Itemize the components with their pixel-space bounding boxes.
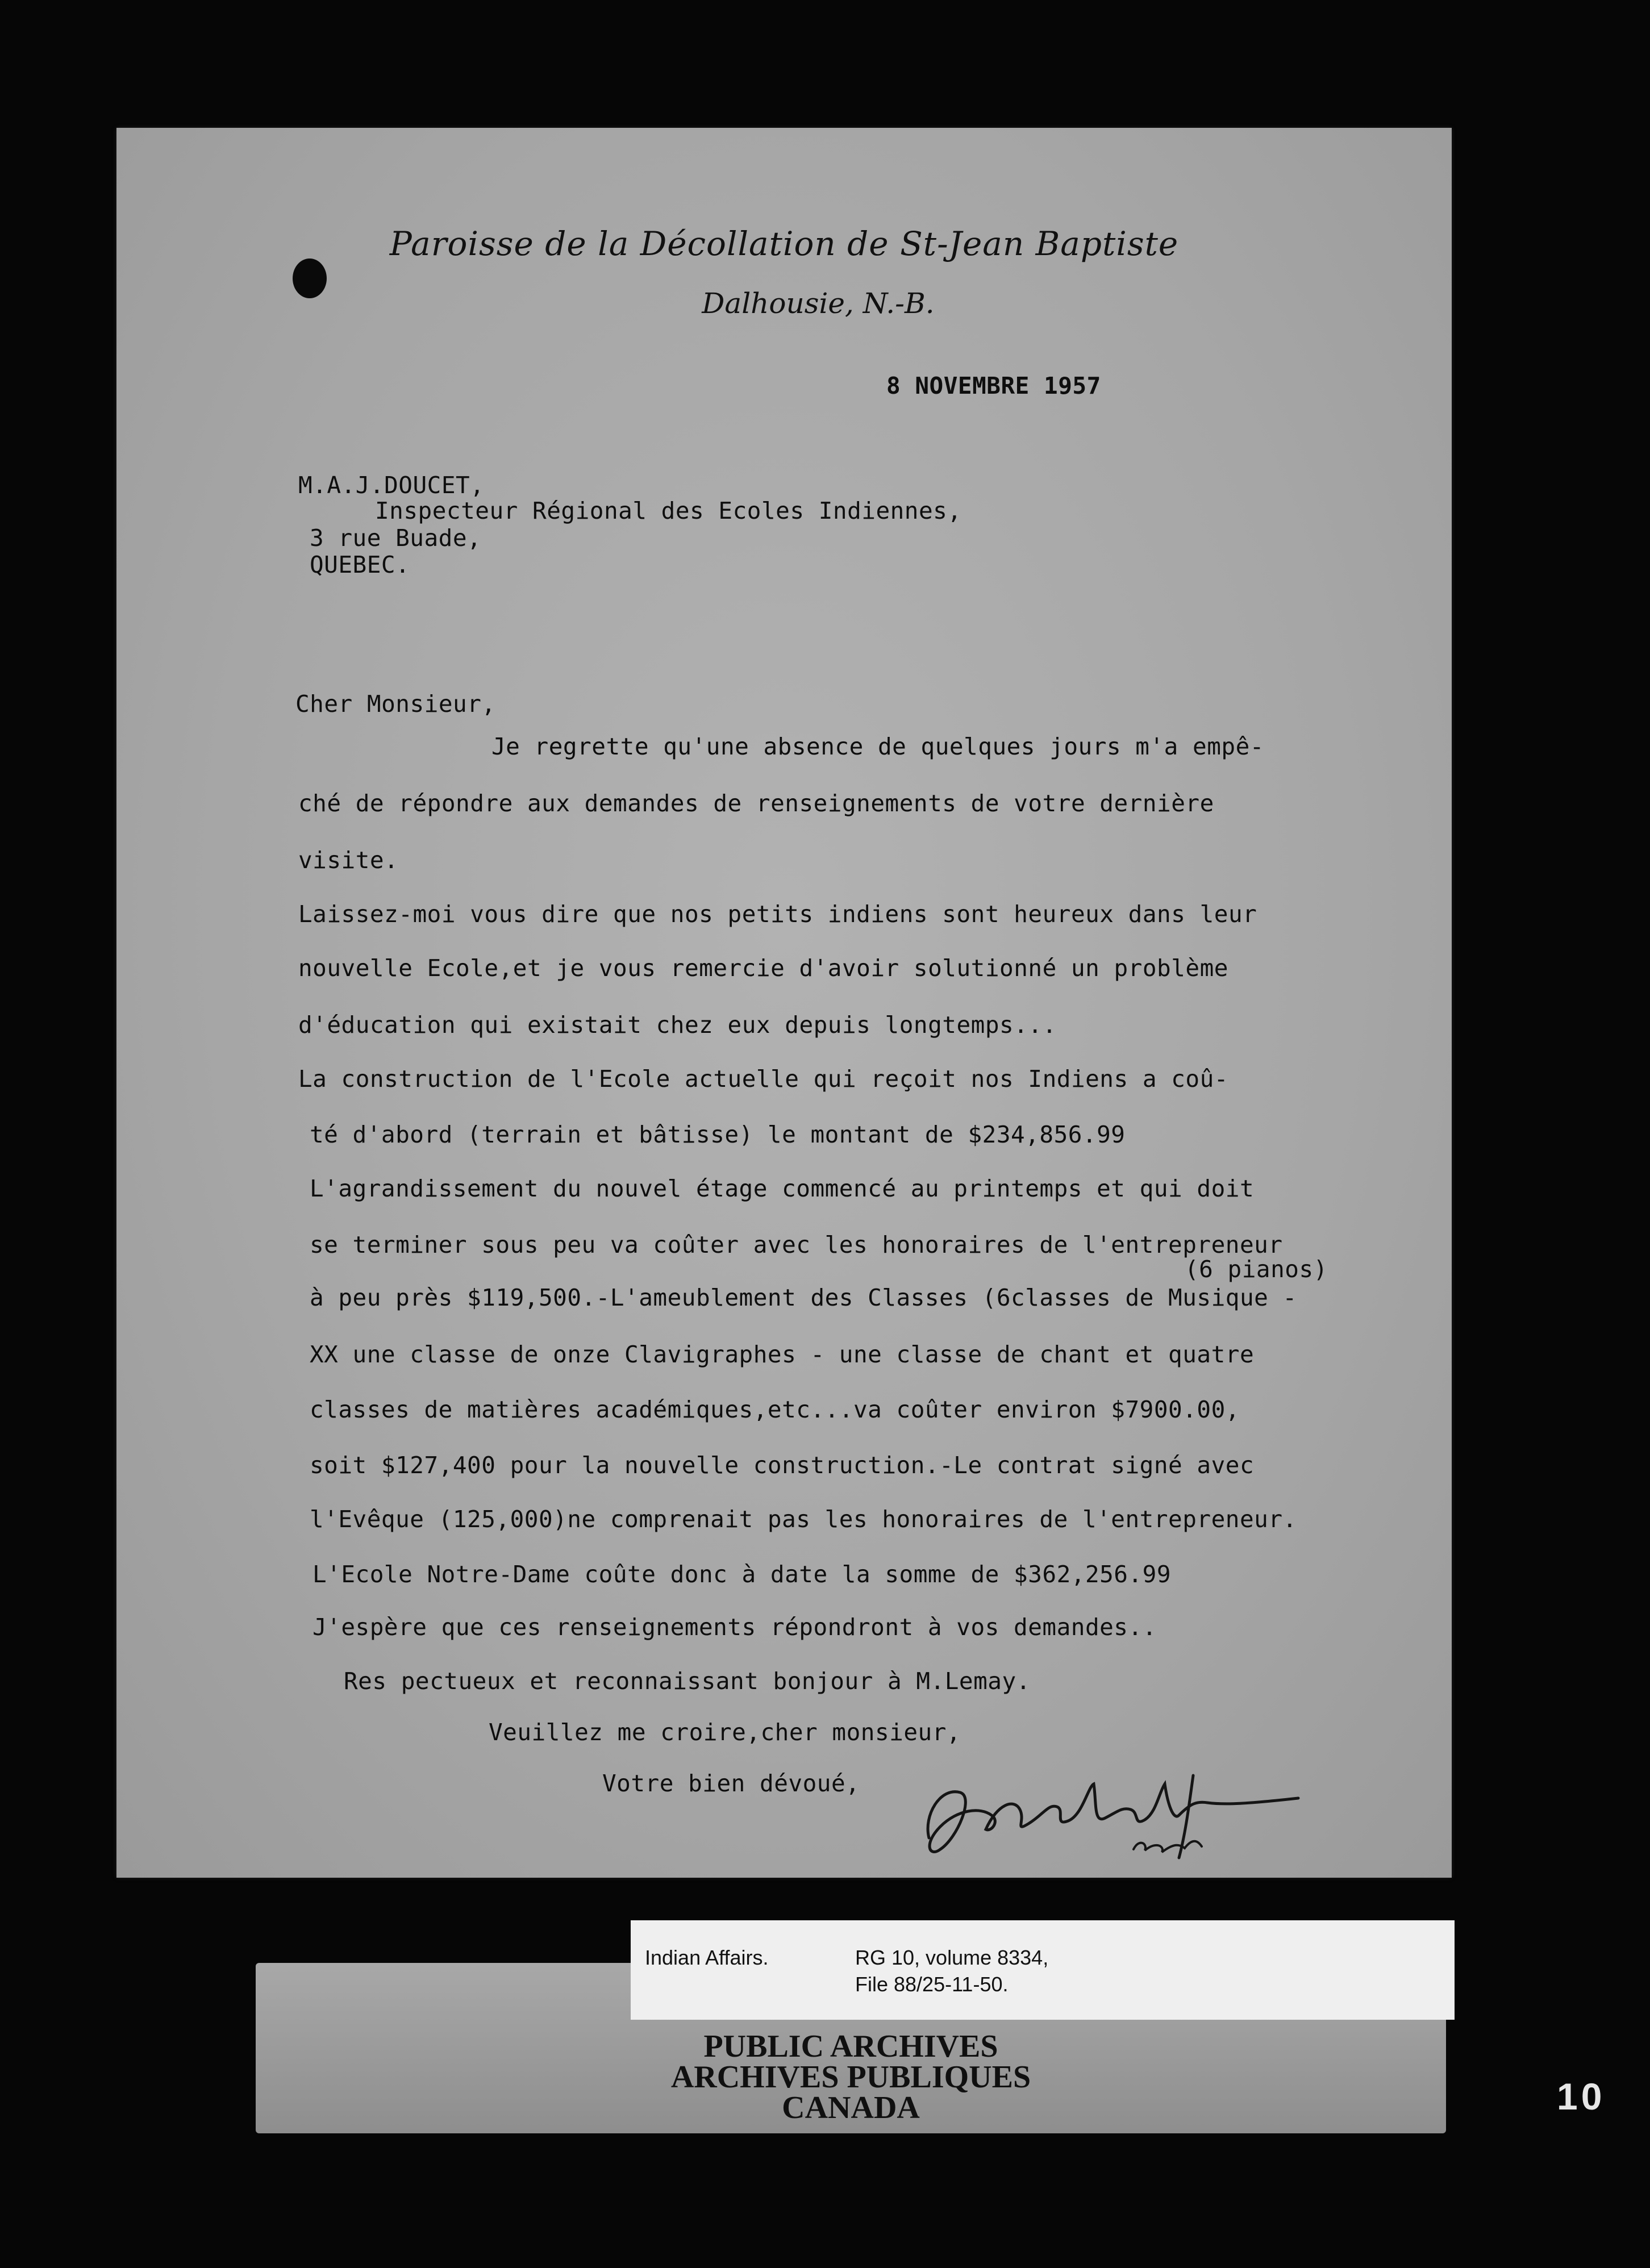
body-line-3: visite. — [298, 847, 399, 874]
letterhead-place: Dalhousie, N.-B. — [702, 287, 935, 320]
body-line-2: ché de répondre aux demandes de renseignements de votre dernière — [298, 790, 1214, 817]
salutation: Cher Monsieur, — [295, 690, 496, 718]
frame-number: 10 — [1557, 2077, 1606, 2116]
archives-stamp-line3: CANADA — [782, 2090, 920, 2125]
recipient-title: Inspecteur Régional des Ecoles Indiennes, — [375, 497, 962, 524]
body-line-9: L'agrandissement du nouvel étage commencé au printemps et qui doit — [310, 1175, 1255, 1202]
body-line-14: soit $127,400 pour la nouvelle construction.-Le contrat signé avec — [310, 1452, 1255, 1479]
interlinear-note: (6 pianos) — [1185, 1256, 1328, 1283]
recipient-city: QUEBEC. — [310, 551, 410, 578]
letter-date: 8 NOVEMBRE 1957 — [886, 372, 1101, 399]
archive-reference-line2: File 88/25-11-50. — [855, 1973, 1009, 1996]
archive-reference-label — [631, 1920, 1455, 2020]
archives-stamp — [256, 2031, 1446, 2123]
closing-line: Veuillez me croire,cher monsieur, — [489, 1719, 961, 1746]
body-line-7: La construction de l'Ecole actuelle qui reçoit nos Indiens a coû- — [298, 1065, 1228, 1093]
body-line-18: Res pectueux et reconnaissant bonjour à M.Lemay. — [344, 1667, 1031, 1695]
body-line-17: J'espère que ces renseignements répondront à vos demandes.. — [312, 1614, 1157, 1641]
archives-stamp-line1: PUBLIC ARCHIVES — [703, 2029, 998, 2064]
body-line-10: se terminer sous peu va coûter avec les honoraires de l'entrepreneur — [310, 1231, 1283, 1258]
letterhead-parish: Paroisse de la Décollation de St-Jean Baptiste — [389, 224, 1179, 263]
body-line-16: L'Ecole Notre-Dame coûte donc à date la somme de $362,256.99 — [312, 1561, 1172, 1588]
body-line-8: té d'abord (terrain et bâtisse) le montant de $234,856.99 — [310, 1121, 1126, 1148]
recipient-street: 3 rue Buade, — [310, 524, 482, 552]
body-line-5: nouvelle Ecole,et je vous remercie d'avoir solutionné un problème — [298, 954, 1228, 982]
body-line-6: d'éducation qui existait chez eux depuis longtemps... — [298, 1011, 1057, 1039]
archives-stamp-line2: ARCHIVES PUBLIQUES — [670, 2059, 1031, 2095]
body-line-1: Je regrette qu'une absence de quelques jours m'a empê- — [491, 733, 1264, 760]
signature — [906, 1753, 1315, 1866]
body-line-12: XX une classe de onze Clavigraphes - une classe de chant et quatre — [310, 1341, 1255, 1368]
body-line-13: classes de matières académiques,etc...va coûter environ $7900.00, — [310, 1396, 1240, 1423]
archive-card — [256, 1946, 1446, 2133]
valediction: Votre bien dévoué, — [602, 1770, 860, 1797]
recipient-name: M.A.J.DOUCET, — [298, 472, 485, 499]
body-line-11: à peu près $119,500.-L'ameublement des Classes (6classes de Musique - — [310, 1284, 1297, 1311]
letter-page — [116, 128, 1452, 1878]
body-line-4: Laissez-moi vous dire que nos petits indiens sont heureux dans leur — [298, 900, 1257, 928]
body-line-15: l'Evêque (125,000)ne comprenait pas les honoraires de l'entrepreneur. — [310, 1506, 1297, 1533]
archive-reference-line1: RG 10, volume 8334, — [855, 1946, 1049, 1969]
archive-collection: Indian Affairs. — [645, 1946, 769, 1969]
